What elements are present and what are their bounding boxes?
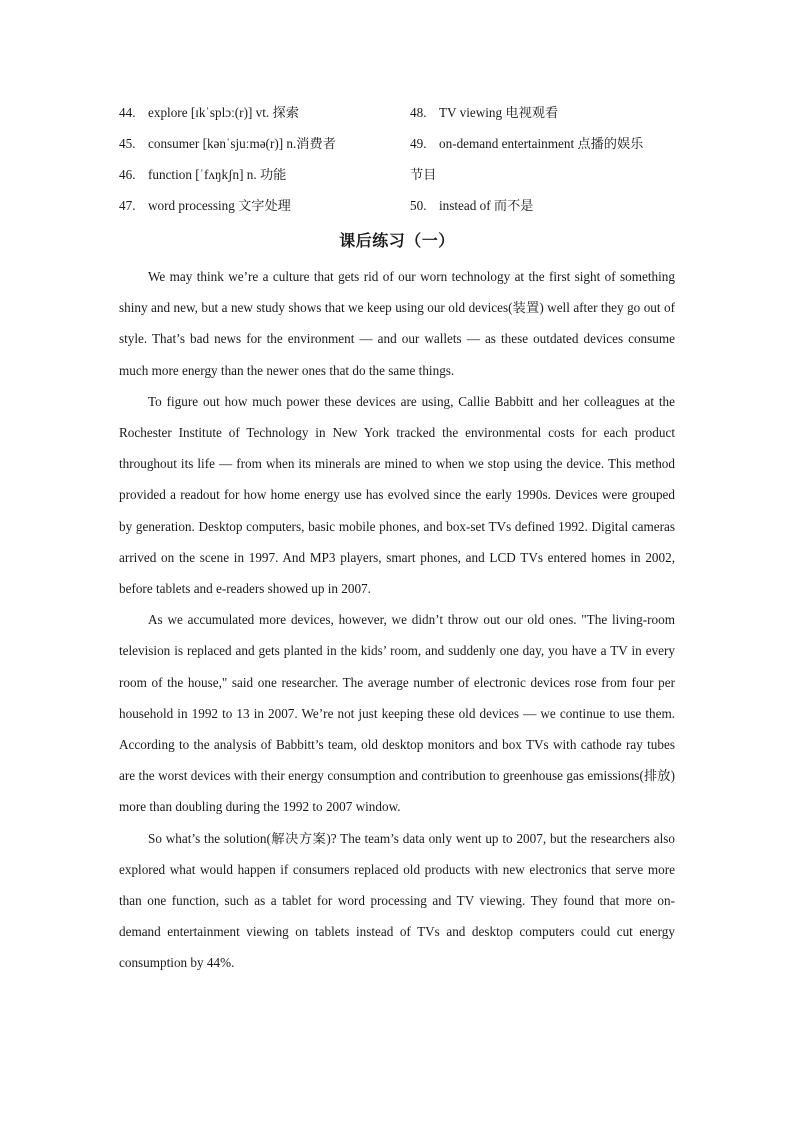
vocabulary-list [119,97,675,221]
document-page [119,97,675,979]
vocab-number: 48. [410,105,427,120]
vocab-item-47 [119,190,410,221]
vocab-text: function [ˈfʌŋkʃn] n. 功能 [148,167,287,182]
vocab-number: 50. [410,198,427,213]
vocab-item-49 [410,128,675,159]
vocab-number: 49. [410,136,427,151]
paragraph-3: As we accumulated more devices, however, we didn’t throw out our old ones. "The living-room television is replaced and gets planted in the kids’ room, and suddenly one day, you have a TV in every room of the house," said one researcher. The average number of electronic devices rose from four per household in 1992 to 13 in 2007. We’re not just keeping these old devices — we continue to use them. According to the analysis of Babbitt’s team, old desktop monitors and box TVs with cathode ray tubes are the worst devices with their energy consumption and contribution to greenhouse gas emissions(排放) more than doubling during the 1992 to 2007 window. [119,612,675,815]
vocab-item-50 [410,190,675,221]
vocab-text: word processing 文字处理 [148,198,291,213]
vocab-item-44 [119,97,410,128]
paragraph-1: We may think we’re a culture that gets rid of our worn technology at the first sight of something shiny and new, but a new study shows that we keep using our old devices(装置) well after they go out of style. That’s bad news for the environment — and our wallets — as these outdated devices consume much more energy than the newer ones that do the same things. [119,269,675,378]
vocab-text: instead of 而不是 [439,198,534,213]
vocab-number: 46. [119,167,136,182]
vocab-text: explore [ɪkˈsplɔː(r)] vt. 探索 [148,105,299,120]
vocab-text: on-demand entertainment 点播的娱乐 [439,136,644,151]
vocab-text: consumer [kənˈsjuːmə(r)] n.消费者 [148,136,336,151]
vocab-number: 44. [119,105,136,120]
vocab-number: 47. [119,198,136,213]
vocab-item-49-continued [410,159,675,190]
vocab-item-45 [119,128,410,159]
vocab-item-48 [410,97,675,128]
vocab-text: 节目 [410,167,437,182]
vocab-number: 45. [119,136,136,151]
vocab-text: TV viewing 电视观看 [439,105,559,120]
vocab-item-46 [119,159,410,190]
paragraph-4: So what’s the solution(解决方案)? The team’s data only went up to 2007, but the researchers also explored what would happen if consumers replaced old products with new electronics that serve more than one function, such as a tablet for word processing and TV viewing. They found that more on-demand entertainment viewing on tablets instead of TVs and desktop computers could cut energy consumption by 44%. [119,830,675,971]
paragraph-2: To figure out how much power these devices are using, Callie Babbitt and her colleagues at the Rochester Institute of Technology in New York tracked the environmental costs for each product throughout its life — from when its minerals are mined to when we stop using the device. This method provided a readout for how home energy use has evolved since the early 1990s. Devices were grouped by generation. Desktop computers, basic mobile phones, and box-set TVs defined 1992. Digital cameras arrived on the scene in 1997. And MP3 players, smart phones, and LCD TVs entered homes in 2002, before tablets and e-readers showed up in 2007. [119,393,675,597]
section-title: 课后练习（一） [339,231,455,250]
